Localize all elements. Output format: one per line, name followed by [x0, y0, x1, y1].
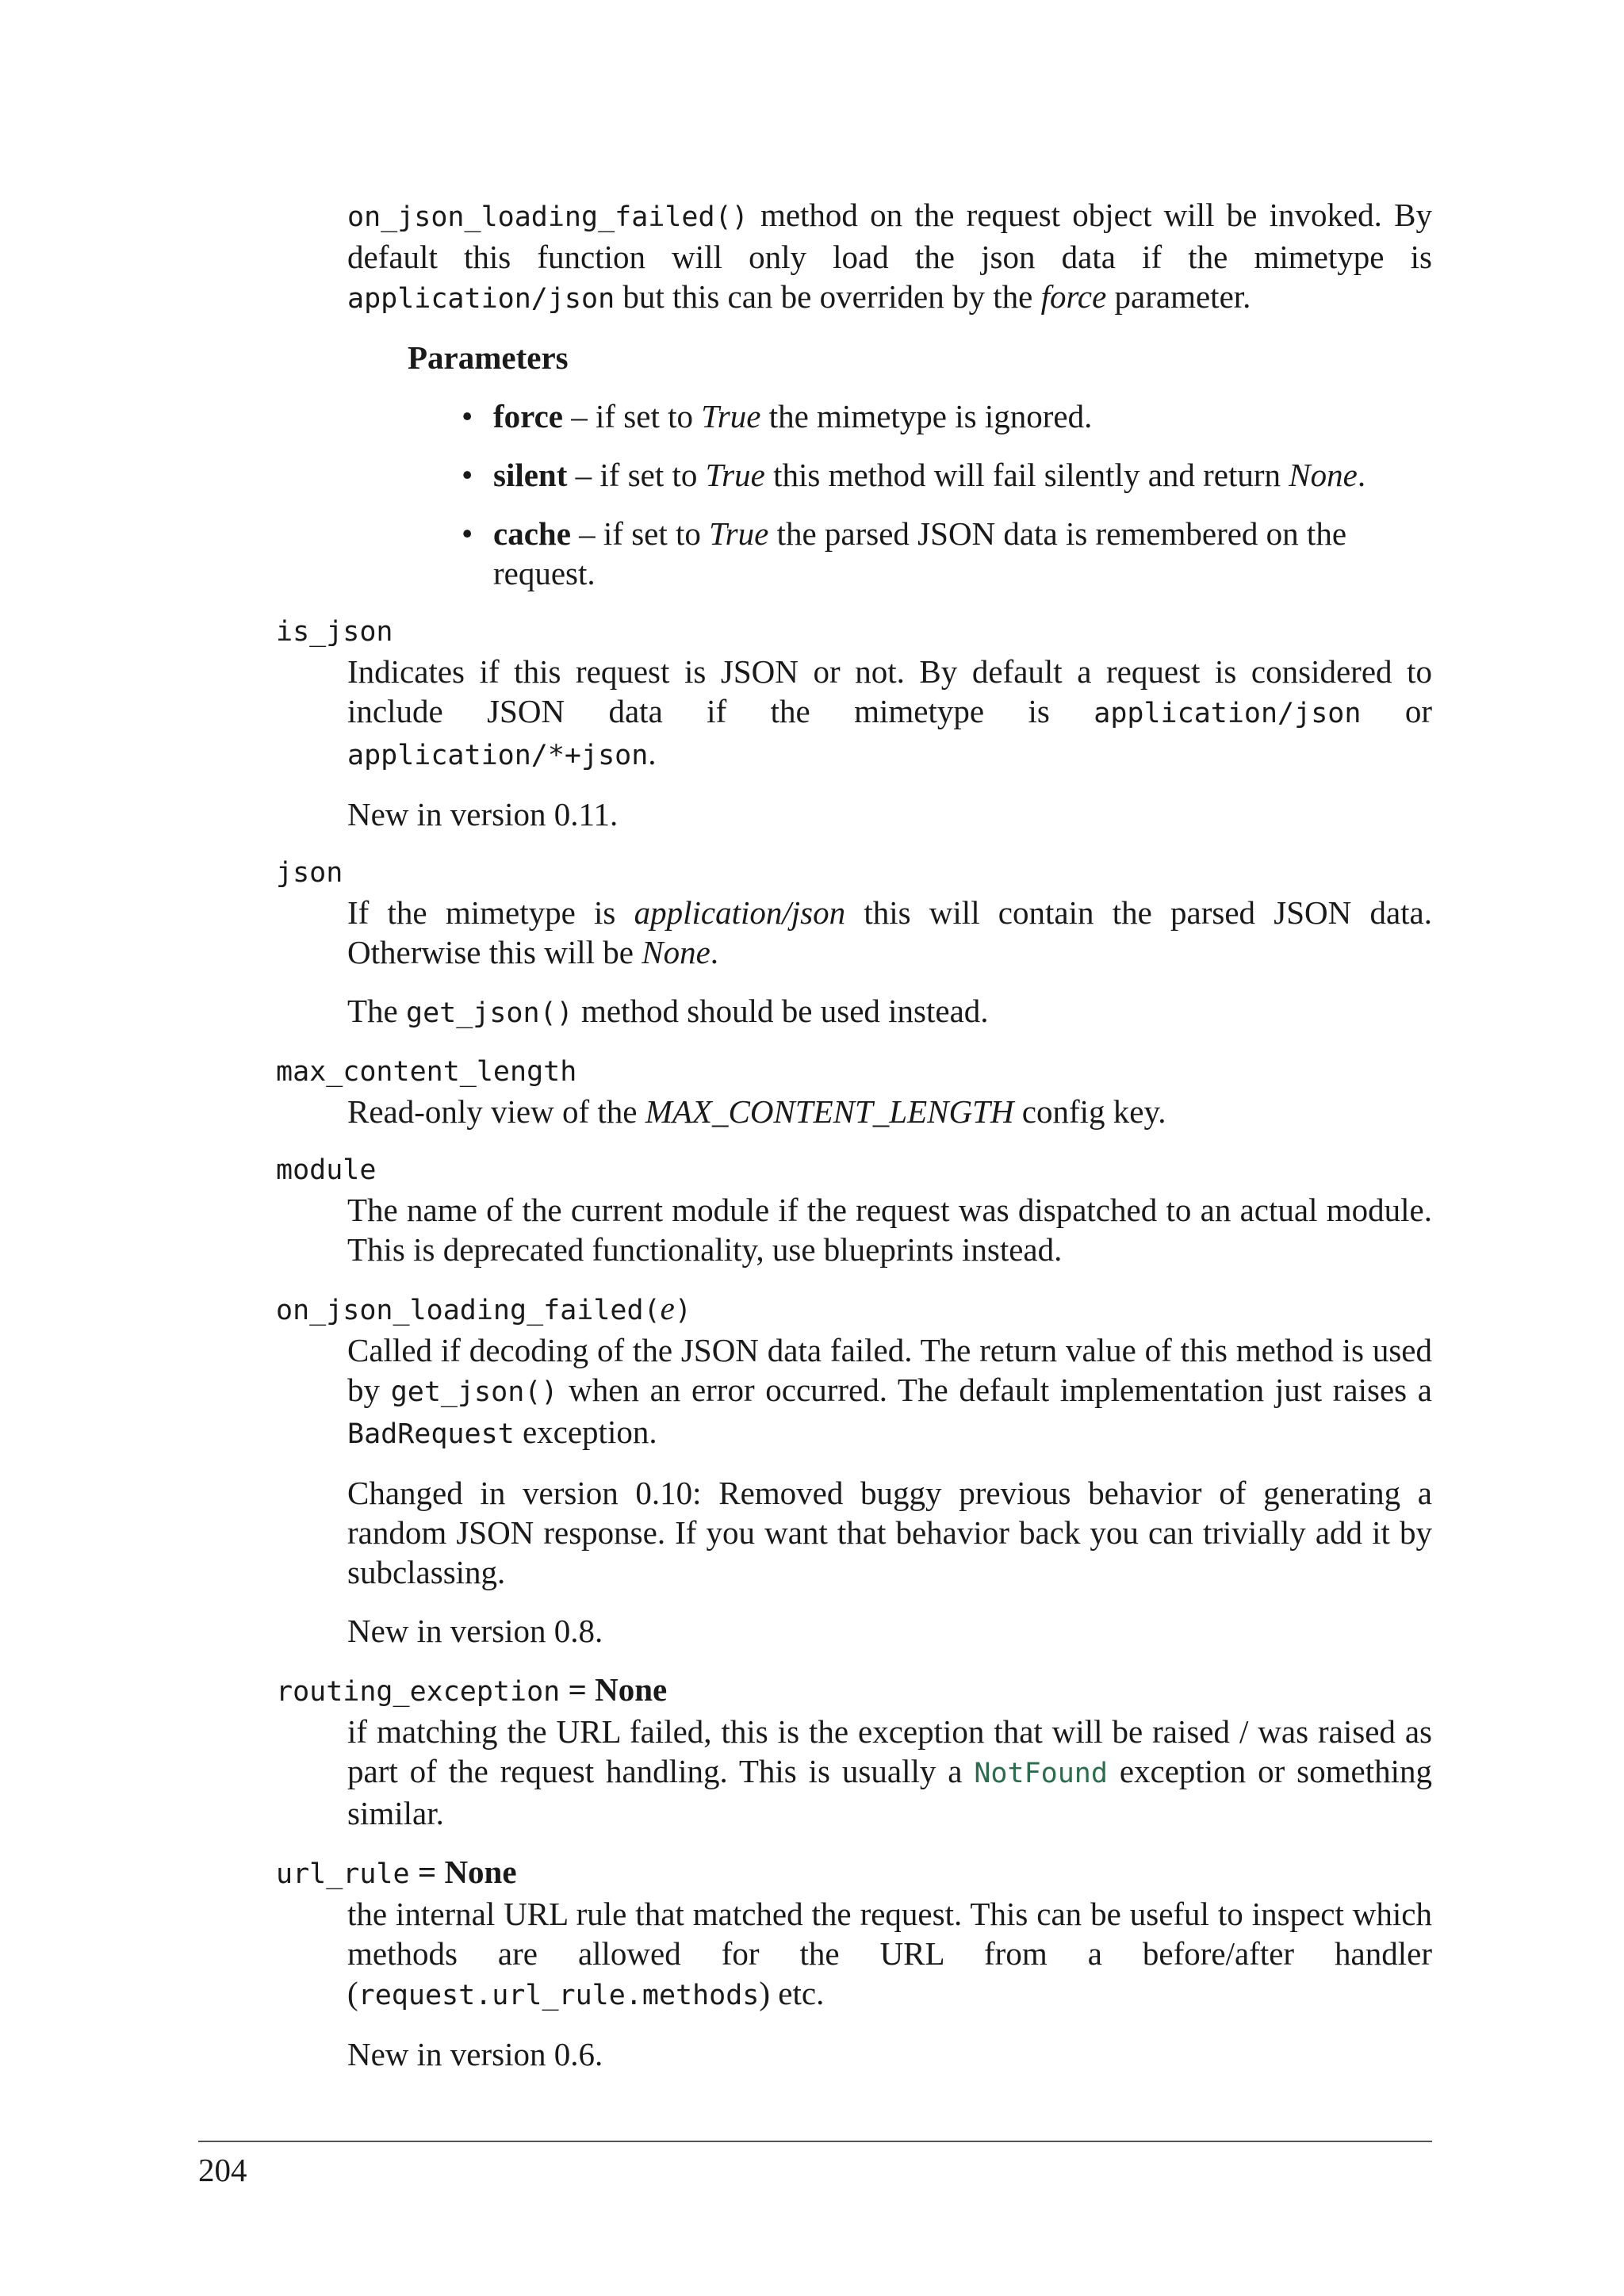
is-json-term: is_json [276, 616, 393, 648]
url-rule-description: the internal URL rule that matched the request. This can be useful to inspect which methods are allowed for the URL from a before/after handler (request.url_rule.methods) etc. [347, 1896, 1432, 2011]
param-name: silent [493, 457, 568, 493]
parameters-list [276, 396, 1432, 593]
on-json-loading-failed-code: on_json_loading_failed() [347, 201, 749, 233]
is-json-version-note: New in version 0.11. [347, 796, 619, 832]
content-area [276, 195, 1432, 2074]
on-json-loading-failed-changed-note: Changed in version 0.10: Removed buggy previous behavior of generating a random JSON response. If you want that behavior back you can trivially add it by subclassing. [347, 1475, 1432, 1590]
on-json-loading-failed-term: on_json_loading_failed(e) [276, 1290, 691, 1326]
url-rule-term: url_rule = None [276, 1854, 517, 1890]
json-term: json [276, 857, 343, 889]
json-note: The get_json() method should be used instead. [347, 993, 989, 1029]
routing-exception-description: if matching the URL failed, this is the exception that will be raised / was raised as part of the request handling. This is usually a NotFound exception or something similar. [347, 1713, 1432, 1831]
is-json-description: Indicates if this request is JSON or not. By default a request is considered to include JSON data if the mimetype is application/json or application/*+json. [347, 653, 1432, 771]
page-number: 204 [198, 2152, 247, 2188]
json-description: If the mimetype is application/json this will contain the parsed JSON data. Otherwise this will be None. [347, 894, 1432, 970]
notfound-link[interactable]: NotFound [974, 1758, 1108, 1789]
on-json-loading-failed-version-note: New in version 0.8. [347, 1613, 603, 1649]
mimetype-code: application/json [347, 283, 615, 315]
param-silent: • silent – if set to True this method will fail silently and return None. [462, 457, 1366, 493]
bullet-icon: • [462, 515, 473, 552]
param-cache: • cache – if set to True the parsed JSON data is remembered on the request. [462, 515, 1347, 591]
force-emphasis: force [1040, 278, 1107, 315]
param-name: force [493, 398, 564, 434]
max-content-length-term: max_content_length [276, 1056, 577, 1088]
module-term: module [276, 1154, 377, 1186]
footer-rule [198, 2141, 1432, 2142]
max-content-length-description: Read-only view of the MAX_CONTENT_LENGTH config key. [347, 1093, 1166, 1130]
param-name: cache [493, 515, 571, 552]
parameters-label: Parameters [408, 339, 569, 376]
routing-exception-term: routing_exception = None [276, 1671, 668, 1708]
url-rule-version-note: New in version 0.6. [347, 2036, 603, 2072]
param-force: • force – if set to True the mimetype is ignored. [462, 398, 1093, 434]
on-json-loading-failed-description: Called if decoding of the JSON data failed. The return value of this method is used by get_json() when an error occurred. The default implementation just raises a BadRequest exception. [347, 1332, 1433, 1450]
module-description: The name of the current module if the request was dispatched to an actual module. This is deprecated functionality, use blueprints instead. [347, 1192, 1432, 1268]
intro-paragraph: on_json_loading_failed() method on the request object will be invoked. By default this function will only load the json data if the mimetype is application/json but this can be overriden by the force parameter. [347, 197, 1432, 315]
bullet-icon: • [462, 457, 473, 493]
bullet-icon: • [462, 398, 473, 434]
